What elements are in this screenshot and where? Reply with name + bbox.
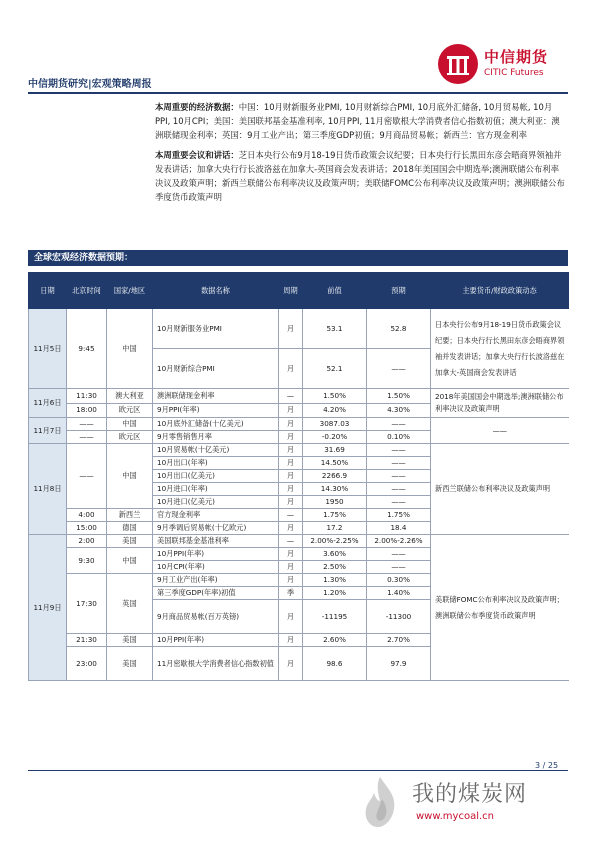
previous-cell: 1950 (303, 496, 367, 509)
header-previous: 前值 (303, 273, 367, 309)
period-cell: 月 (279, 403, 303, 418)
data-name-cell: 10月PPI(年率) (153, 548, 279, 561)
expected-cell: —— (367, 349, 431, 389)
country-cell: 欧元区 (107, 403, 153, 418)
policy-cell: 2018年美国国会中期选举;澳洲联储公布利率决议及政策声明 (431, 389, 569, 418)
period-cell: 月 (279, 444, 303, 457)
data-name-cell: 10月财新服务业PMI (153, 309, 279, 349)
data-name-cell: 10月进口(亿美元) (153, 496, 279, 509)
country-cell: 中国 (107, 444, 153, 509)
table-header-row (29, 273, 569, 309)
expected-cell: 4.30% (367, 403, 431, 418)
macro-calendar-table (28, 272, 569, 681)
previous-cell: 53.1 (303, 309, 367, 349)
policy-cell: 新西兰联储公布利率决议及政策声明 (431, 444, 569, 535)
expected-cell: —— (367, 548, 431, 561)
data-name-cell: 10月出口(年率) (153, 457, 279, 470)
table-row (29, 444, 569, 457)
data-name-cell: 9月工业产出(年率) (153, 574, 279, 587)
time-cell: 17:30 (67, 574, 107, 634)
previous-cell: -0.20% (303, 431, 367, 444)
expected-cell: 0.10% (367, 431, 431, 444)
section-title: 全球宏观经济数据预期： (28, 250, 568, 266)
period-cell: 月 (279, 431, 303, 444)
period-cell: 月 (279, 349, 303, 389)
data-name-cell: 10月底外汇储备(十亿美元) (153, 418, 279, 431)
previous-cell: 52.1 (303, 349, 367, 389)
header-data-name: 数据名称 (153, 273, 279, 309)
country-cell: 美国 (107, 535, 153, 548)
data-name-cell: 9月零售销售月率 (153, 431, 279, 444)
data-name-cell: 官方现金利率 (153, 509, 279, 522)
header-expected: 预期 (367, 273, 431, 309)
time-cell: —— (67, 418, 107, 431)
previous-cell: 1.20% (303, 587, 367, 600)
country-cell: 中国 (107, 548, 153, 574)
page-number: 3 / 25 (535, 761, 559, 770)
country-cell: 澳大利亚 (107, 389, 153, 404)
expected-cell: 52.8 (367, 309, 431, 349)
meetings-label: 本周重要会议和讲话： (155, 150, 239, 160)
data-name-cell: 10月CPI(年率) (153, 561, 279, 574)
previous-cell: 2266.9 (303, 470, 367, 483)
country-cell: 美国 (107, 647, 153, 681)
date-cell: 11月9日 (29, 535, 67, 681)
footer-divider (28, 770, 568, 771)
time-cell: 18:00 (67, 403, 107, 418)
expected-cell: 1.40% (367, 587, 431, 600)
policy-cell: —— (431, 418, 569, 444)
period-cell: 月 (279, 600, 303, 634)
period-cell: 月 (279, 634, 303, 647)
time-cell: 15:00 (67, 522, 107, 535)
period-cell: 月 (279, 309, 303, 349)
data-name-cell: 9月商品贸易帐(百万英镑) (153, 600, 279, 634)
previous-cell: 2.60% (303, 634, 367, 647)
data-name-cell: 澳洲联储现金利率 (153, 389, 279, 404)
period-cell: 月 (279, 457, 303, 470)
meetings-text: 芝日本央行公布9月18-19日货币政策会议纪要；日本央行行长黑田东彦会晤商界领袖并发表讲话；加拿大央行行长波洛兹在加拿大-英国商会发表讲话；2018年美国国会中期选举;澳洲联储公布利率决议及政策声明；新西兰联储公布利率决议及政策声明；美联储FOMC公布利率决议及政策声明；澳洲联储公布季度货币政策声明 (155, 150, 565, 202)
time-cell: 4:00 (67, 509, 107, 522)
time-cell: 23:00 (67, 647, 107, 681)
period-cell: 月 (279, 483, 303, 496)
logo-text-en: CITIC Futures (484, 68, 544, 78)
previous-cell: 14.30% (303, 483, 367, 496)
expected-cell: —— (367, 418, 431, 431)
expected-cell: —— (367, 444, 431, 457)
expected-cell: 18.4 (367, 522, 431, 535)
country-cell: 德国 (107, 522, 153, 535)
header-divider (28, 92, 568, 94)
expected-cell: —— (367, 470, 431, 483)
data-name-cell: 10月出口(亿美元) (153, 470, 279, 483)
expected-cell: —— (367, 457, 431, 470)
period-cell: 月 (279, 522, 303, 535)
previous-cell: 1.75% (303, 509, 367, 522)
expected-cell: —— (367, 561, 431, 574)
table-row (29, 309, 569, 349)
period-cell: — (279, 535, 303, 548)
data-name-cell: 9月PPI(年率) (153, 403, 279, 418)
table-row (29, 389, 569, 404)
time-cell: —— (67, 431, 107, 444)
previous-cell: 4.20% (303, 403, 367, 418)
country-cell: 欧元区 (107, 431, 153, 444)
expected-cell: —— (367, 496, 431, 509)
period-cell: 月 (279, 470, 303, 483)
date-cell: 11月7日 (29, 418, 67, 444)
weekly-summary (155, 100, 565, 210)
period-cell: 月 (279, 548, 303, 561)
header-date: 日期 (29, 273, 67, 309)
previous-cell: 98.6 (303, 647, 367, 681)
expected-cell: 97.9 (367, 647, 431, 681)
period-cell: 月 (279, 574, 303, 587)
time-cell: 11:30 (67, 389, 107, 404)
watermark-text: 我的煤炭网 (412, 782, 528, 807)
expected-cell: —— (367, 483, 431, 496)
data-name-cell: 美国联邦基金基准利率 (153, 535, 279, 548)
header-country: 国家/地区 (107, 273, 153, 309)
watermark-url: www.mycoal.cn (416, 811, 494, 822)
data-name-cell: 第三季度GDP(年率)初值 (153, 587, 279, 600)
country-cell: 中国 (107, 418, 153, 431)
policy-cell: 美联储FOMC公布利率决议及政策声明；澳洲联储公布季度货币政策声明 (431, 535, 569, 681)
previous-cell: 31.69 (303, 444, 367, 457)
watermark (352, 773, 572, 833)
period-cell: 月 (279, 418, 303, 431)
data-name-cell: 10月贸易帐(十亿美元) (153, 444, 279, 457)
expected-cell: 2.00%-2.26% (367, 535, 431, 548)
period-cell: 月 (279, 647, 303, 681)
period-cell: — (279, 509, 303, 522)
date-cell: 11月6日 (29, 389, 67, 418)
header-policy: 主要货币/财政政策动态 (431, 273, 569, 309)
previous-cell: 17.2 (303, 522, 367, 535)
period-cell: — (279, 389, 303, 404)
expected-cell: 0.30% (367, 574, 431, 587)
country-cell: 美国 (107, 634, 153, 647)
header-time: 北京时间 (67, 273, 107, 309)
header-period: 周期 (279, 273, 303, 309)
date-cell: 11月8日 (29, 444, 67, 535)
data-name-cell: 11月密歇根大学消费者信心指数初值 (153, 647, 279, 681)
time-cell: —— (67, 444, 107, 509)
country-cell: 中国 (107, 309, 153, 389)
previous-cell: 1.50% (303, 389, 367, 404)
time-cell: 2:00 (67, 535, 107, 548)
table-row (29, 418, 569, 431)
previous-cell: 3.60% (303, 548, 367, 561)
data-name-cell: 10月财新综合PMI (153, 349, 279, 389)
logo-text-cn: 中信期货 (484, 48, 549, 66)
date-cell: 11月5日 (29, 309, 67, 389)
time-cell: 21:30 (67, 634, 107, 647)
period-cell: 月 (279, 561, 303, 574)
previous-cell: 1.30% (303, 574, 367, 587)
flame-icon (352, 773, 408, 833)
data-name-cell: 10月PPI(年率) (153, 634, 279, 647)
period-cell: 季 (279, 587, 303, 600)
meetings-paragraph (155, 148, 565, 204)
citic-logo-icon (438, 44, 478, 84)
previous-cell: 2.50% (303, 561, 367, 574)
time-cell: 9:30 (67, 548, 107, 574)
report-header-title: 中信期货研究|宏观策略周报 (28, 79, 152, 90)
previous-cell: 14.50% (303, 457, 367, 470)
time-cell: 9:45 (67, 309, 107, 389)
citic-futures-logo (438, 44, 568, 90)
previous-cell: -11195 (303, 600, 367, 634)
economic-data-text: 中国：10月财新服务业PMI, 10月财新综合PMI, 10月底外汇储备, 10月贸易帐, 10月PPI, 10月CPI；美国：美国联邦基金基准利率, 10月PPI, 11月密歇根大学消费者信心指数初值；澳大利亚：澳洲联储现金利率；英国：9月工业产出；第三季度GDP初值；9月商品贸易帐；新西兰：官方现金利率 (155, 102, 560, 140)
economic-data-paragraph (155, 100, 565, 142)
data-name-cell: 9月季调后贸易帐(十亿欧元) (153, 522, 279, 535)
expected-cell: 2.70% (367, 634, 431, 647)
previous-cell: 3087.03 (303, 418, 367, 431)
table-row (29, 535, 569, 548)
previous-cell: 2.00%-2.25% (303, 535, 367, 548)
policy-cell: 日本央行公布9月18-19日货币政策会议纪要；日本央行行长黑田东彦会晤商界领袖并发表讲话；加拿大央行行长波洛兹在加拿大-英国商会发表讲话 (431, 309, 569, 389)
expected-cell: 1.75% (367, 509, 431, 522)
period-cell: 月 (279, 496, 303, 509)
country-cell: 新西兰 (107, 509, 153, 522)
expected-cell: -11300 (367, 600, 431, 634)
country-cell: 英国 (107, 574, 153, 634)
expected-cell: 1.50% (367, 389, 431, 404)
economic-data-label: 本周重要的经济数据： (155, 102, 239, 112)
data-name-cell: 10月进口(年率) (153, 483, 279, 496)
